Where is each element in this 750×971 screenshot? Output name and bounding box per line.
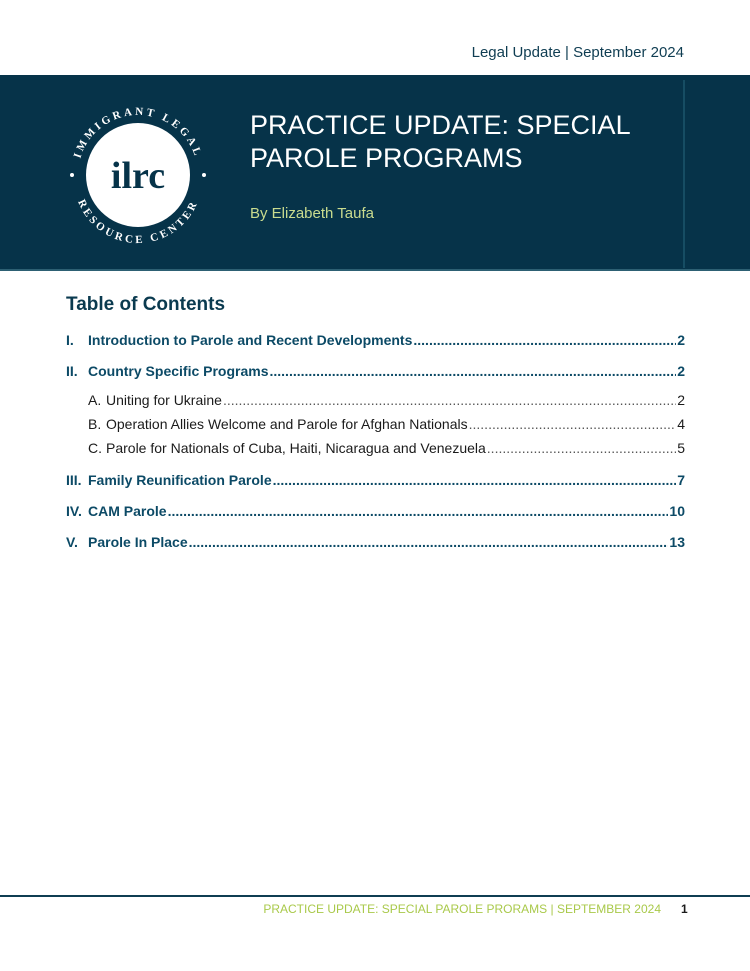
table-of-contents: [66, 294, 685, 563]
toc-entry-country-specific-programs[interactable]: [66, 361, 685, 392]
toc-entry-label: Parole for Nationals of Cuba, Haiti, Nicaragua and Venezuela: [106, 440, 486, 456]
toc-entry-number: IV.: [66, 503, 82, 519]
toc-entry-page: 13: [669, 534, 685, 550]
dot-leader: [270, 363, 677, 379]
toc-entry-parole-in-place[interactable]: [66, 532, 685, 563]
dot-leader: [413, 332, 676, 348]
page-number: 1: [681, 902, 688, 916]
svg-text:IMMIGRANT LEGAL: IMMIGRANT LEGAL: [71, 105, 205, 160]
toc-entry-number: V.: [66, 534, 78, 550]
dot-leader: [223, 392, 676, 408]
banner-divider: [683, 80, 685, 268]
toc-entry-label: Operation Allies Welcome and Parole for Afghan Nationals: [106, 416, 468, 432]
toc-entry-cam-parole[interactable]: [66, 501, 685, 532]
toc-entry-label: Uniting for Ukraine: [106, 392, 222, 408]
toc-entry-label: Parole In Place: [88, 534, 188, 550]
toc-entry-page: 2: [677, 332, 685, 348]
toc-entry-page: 4: [677, 416, 685, 432]
footer-running-title: PRACTICE UPDATE: SPECIAL PAROLE PRORAMS | SEPTEMBER 2024: [263, 902, 661, 916]
dot-leader: [273, 472, 677, 488]
toc-entry-number: II.: [66, 363, 78, 379]
document-type-date: Legal Update | September 2024: [471, 44, 684, 61]
svg-text:ilrc: ilrc: [110, 155, 166, 197]
toc-entry-label: CAM Parole: [88, 503, 167, 519]
toc-entry-page: 5: [677, 440, 685, 456]
toc-entry-label: Family Reunification Parole: [88, 472, 272, 488]
document-title: PRACTICE UPDATE: SPECIAL PAROLE PROGRAMS: [250, 110, 630, 173]
toc-subentry-chnv-parole[interactable]: [66, 440, 685, 464]
toc-entry-label: Introduction to Parole and Recent Developments: [88, 332, 413, 348]
toc-heading: Table of Contents: [66, 294, 226, 315]
title-banner: [0, 75, 750, 271]
toc-entry-introduction[interactable]: [66, 330, 685, 361]
dot-leader: [487, 440, 676, 456]
toc-entry-number: B.: [88, 416, 102, 432]
toc-entry-page: 7: [677, 472, 685, 488]
toc-entry-label: Country Specific Programs: [88, 363, 269, 379]
toc-entry-family-reunification-parole[interactable]: [66, 470, 685, 501]
toc-subentry-operation-allies-welcome[interactable]: [66, 416, 685, 440]
ilrc-logo-icon: [58, 95, 218, 255]
toc-entry-page: 2: [677, 392, 685, 408]
dot-leader: [189, 534, 669, 550]
svg-text:RESOURCE CENTER: RESOURCE CENTER: [75, 197, 201, 247]
toc-entry-number: A.: [88, 392, 102, 408]
author-byline: By Elizabeth Taufa: [250, 205, 374, 222]
toc-entry-number: I.: [66, 332, 74, 348]
dot-leader: [168, 503, 669, 519]
footer-rule: [0, 895, 750, 897]
banner-bottom-edge: [0, 269, 750, 271]
toc-entry-page: 10: [669, 503, 685, 519]
toc-entry-number: C.: [88, 440, 102, 456]
dot-leader: [469, 416, 677, 432]
toc-entry-number: III.: [66, 472, 82, 488]
toc-subentry-uniting-for-ukraine[interactable]: [66, 392, 685, 416]
toc-entry-page: 2: [677, 363, 685, 379]
